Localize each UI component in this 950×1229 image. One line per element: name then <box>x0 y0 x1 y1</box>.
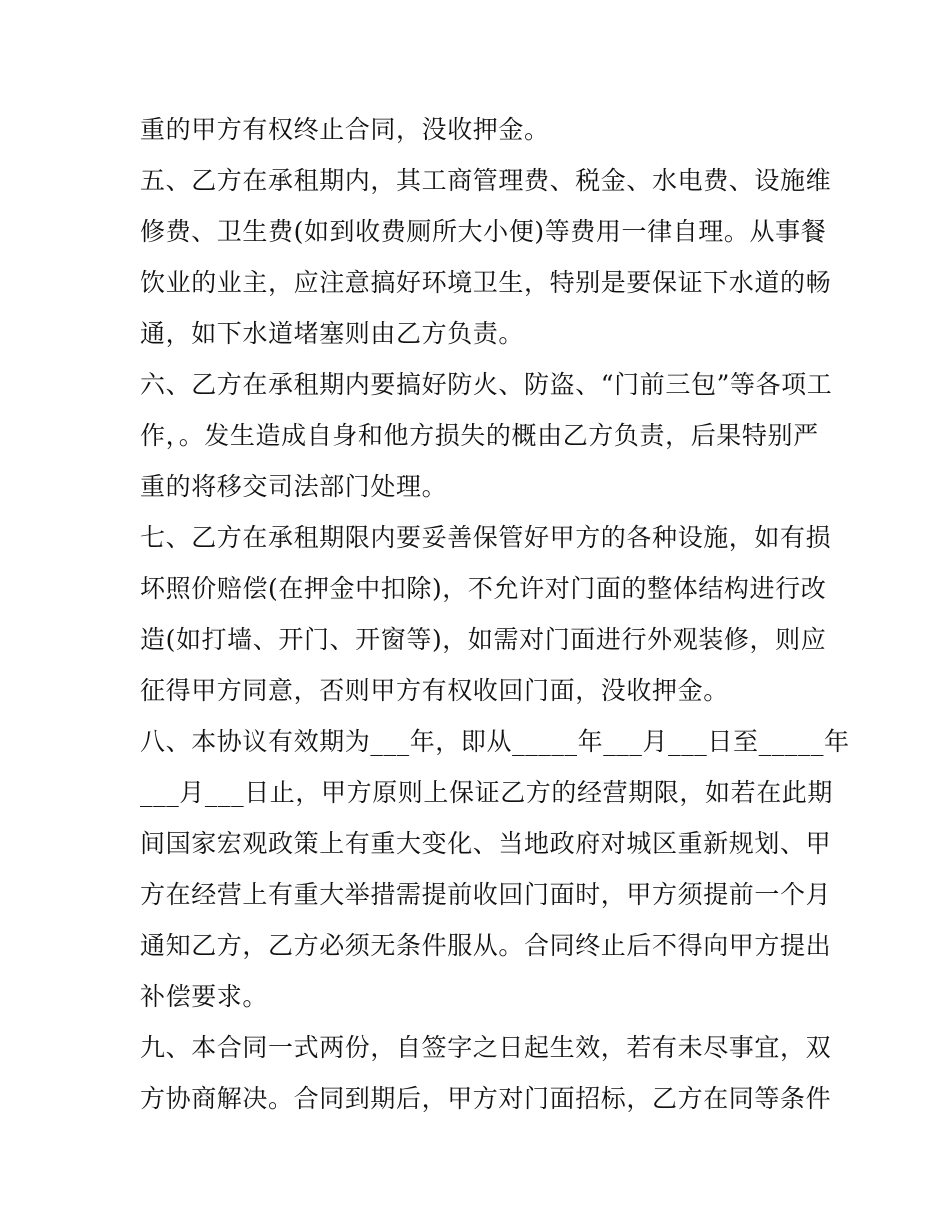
text-line: 补偿要求。 <box>140 982 269 1011</box>
text-line: 通，如下水道堵塞则由乙方负责。 <box>140 319 525 348</box>
text-line: ___月___日止，甲方原则上保证乙方的经营期限，如若在此期 <box>140 778 834 807</box>
text-line: 修费、卫生费(如到收费厕所大小便)等费用一律自理。从事餐 <box>140 217 827 246</box>
text-line: 重的甲方有权终止合同，没收押金。 <box>140 115 550 144</box>
text-line: 重的将移交司法部门处理。 <box>140 472 448 501</box>
text-line: 饮业的业主，应注意搞好环境卫生，特别是要保证下水道的畅 <box>140 268 832 297</box>
text-line: 造(如打墙、开门、开窗等)，如需对门面进行外观装修，则应 <box>140 625 827 654</box>
text-line: 通知乙方，乙方必须无条件服从。合同终止后不得向甲方提出 <box>140 931 832 960</box>
text-line: 坏照价赔偿(在押金中扣除)，不允许对门面的整体结构进行改 <box>140 574 827 603</box>
text-line: 间国家宏观政策上有重大变化、当地政府对城区重新规划、甲 <box>140 829 832 858</box>
text-line: 方协商解决。合同到期后，甲方对门面招标，乙方在同等条件 <box>140 1084 832 1113</box>
text-line: 九、本合同一式两份，自签字之日起生效，若有未尽事宜，双 <box>140 1033 832 1062</box>
text-line: 五、乙方在承租期内，其工商管理费、税金、水电费、设施维 <box>140 166 832 195</box>
text-line: 征得甲方同意，否则甲方有权收回门面，没收押金。 <box>140 676 729 705</box>
text-line: 作，。发生造成自身和他方损失的概由乙方负责，后果特别严 <box>140 421 819 450</box>
text-line: 六、乙方在承租期内要搞好防火、防盗、“门前三包”等各项工 <box>140 370 833 399</box>
text-line: 方在经营上有重大举措需提前收回门面时，甲方须提前一个月 <box>140 880 832 909</box>
text-line: 八、本协议有效期为___年，即从_____年___月___日至_____年 <box>140 727 850 756</box>
document-body <box>140 104 850 1124</box>
text-line: 七、乙方在承租期限内要妥善保管好甲方的各种设施，如有损 <box>140 523 832 552</box>
